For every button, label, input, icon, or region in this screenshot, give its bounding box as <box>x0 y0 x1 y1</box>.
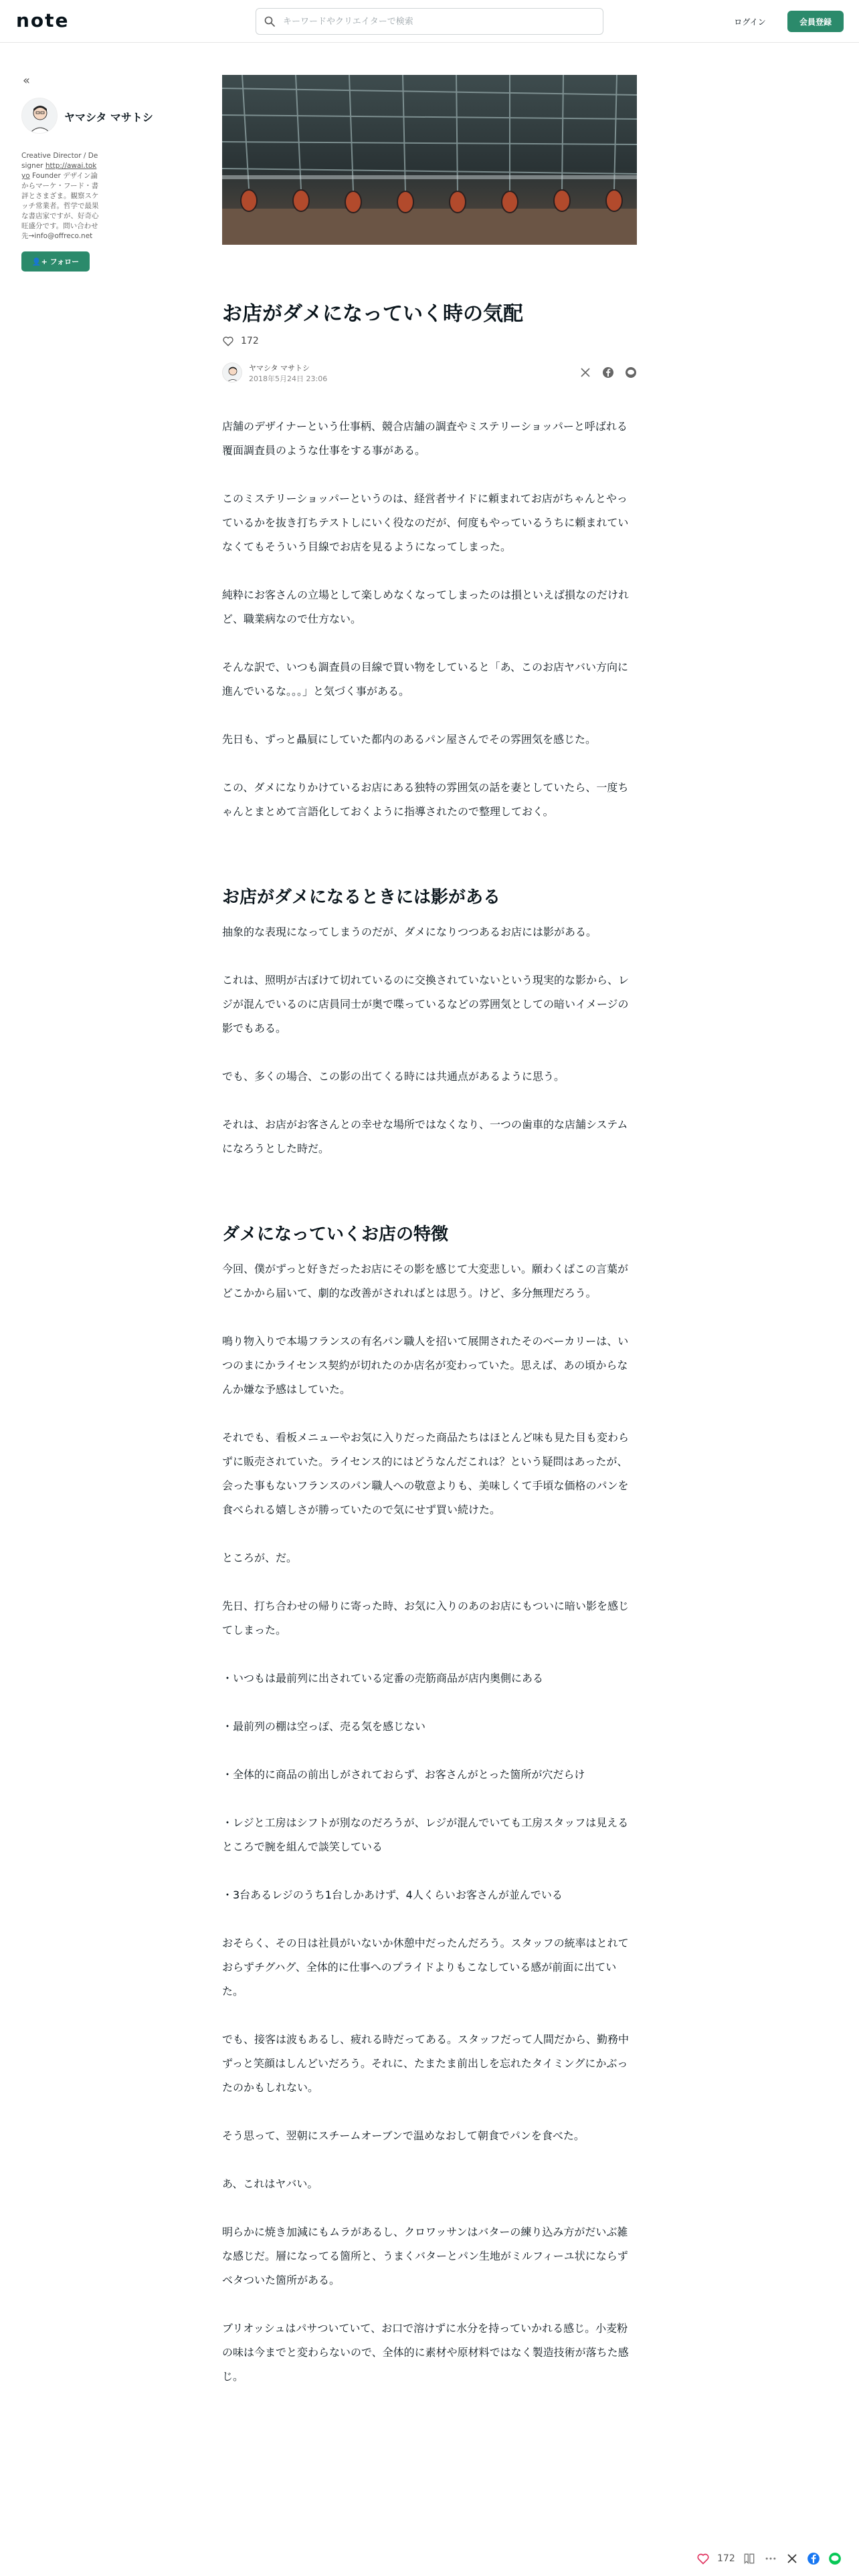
paragraph: でも、多くの場合、この影の出てくる時には共通点があるように思う。 <box>222 1070 565 1083</box>
avatar[interactable] <box>21 98 58 134</box>
more-icon[interactable] <box>763 2551 778 2566</box>
paragraph: おそらく、その日は社員がいないか休憩中だったんだろう。スタッフの統率はとれておらずチグハグ、全体的に仕事へのプライドよりもこなしている感が前面に出ていた。 <box>222 1937 629 1998</box>
article-body <box>222 415 637 2413</box>
author-name[interactable]: ヤマシタ マサトシ <box>64 111 153 124</box>
paragraph: 鳴り物入りで本場フランスの有名パン職人を招いて展開されたそのベーカリーは、いつのまにかライセンス契約が切れたのか店名が変わっていた。思えば、あの頃からなんか嫌な予感はしていた。 <box>222 1335 629 1396</box>
paragraph: そんな訳で、いつも調査員の目線で買い物をしていると「あ、このお店ヤバい方向に進んでいるな。。。」と気づく事がある。 <box>222 661 629 697</box>
paragraph: 純粋にお客さんの立場として楽しめなくなってしまったのは損といえば損なのだけれど、職業病なので仕方ない。 <box>222 588 630 625</box>
search-icon <box>264 16 275 27</box>
paragraph: このミステリーショッパーというのは、経営者サイドに頼まれてお店がちゃんとやっているかを抜き打ちテストしにいく役なのだが、何度もやっているうちに頼まれていなくてもそういう目線でお店を見るようになってしまった。 <box>222 492 629 553</box>
publish-date: 2018年5月24日 23:06 <box>249 374 328 383</box>
facebook-share-icon[interactable] <box>806 2551 821 2566</box>
double-chevron-left-icon[interactable]: « <box>23 74 31 88</box>
heart-icon[interactable] <box>222 335 234 347</box>
paragraph: それでも、看板メニューやお気に入りだった商品たちはほとんど味も見た目も変わらずに販売されていた。ライセンス的にはどうなんだこれは？という疑問はあったが、会った事もないフランスのパン職人への敬意よりも、美味しくて手頃な価格のパンを食べられる嬉しさが勝っていたので気にせず買い続けた。 <box>222 1431 630 1516</box>
x-share-icon[interactable] <box>785 2551 799 2566</box>
paragraph: ところが、だ。 <box>222 1551 298 1564</box>
paragraph: 先日、打ち合わせの帰りに寄った時、お気に入りのあのお店にもついに暗い影を感じてしまった。 <box>222 1600 630 1636</box>
paragraph: 今回、僕がずっと好きだったお店にその影を感じて大変悲しい。願わくばこの言葉がどこかから届いて、劇的な改善がされればとは思う。けど、多分無理だろう。 <box>222 1263 629 1299</box>
paragraph: ・最前列の棚は空っぽ、売る気を感じない <box>222 1720 426 1733</box>
article-title: お店がダメになっていく時の気配 <box>222 302 523 326</box>
paragraph: ブリオッシュはパサついていて、お口で溶けずに水分を持っていかれる感じ。小麦粉の味は今までと変わらないので、全体的に素材や原材料ではなく製造技術が落ちた感じ。 <box>222 2322 629 2383</box>
paragraph: ・全体的に商品の前出しがされておらず、お客さんがとった箇所が穴だらけ <box>222 1768 585 1781</box>
hero-image <box>222 75 637 245</box>
note-logo[interactable]: note <box>16 9 70 31</box>
section-heading: ダメになっていくお店の特徴 <box>222 1224 449 1245</box>
paragraph: 明らかに焼き加減にもムラがあるし、クロワッサンはバターの練り込み方がだいぶ雑な感じだ。層になってる箇所と、うまくバターとパン生地がミルフィーユ状にならずベタついた箇所がある。 <box>222 2226 628 2286</box>
paragraph: それは、お店がお客さんとの幸せな場所ではなくなり、一つの歯車的な店舗システムになろうとした時だ。 <box>222 1118 628 1155</box>
section-heading: お店がダメになるときには影がある <box>222 887 501 907</box>
search-input[interactable] <box>283 9 597 34</box>
paragraph: 店舗のデザイナーという仕事柄、競合店舗の調査やミステリーショッパーと呼ばれる覆面調査員のような仕事をする事がある。 <box>222 420 628 457</box>
line-share-icon[interactable] <box>828 2551 842 2566</box>
paragraph: これは、照明が古ぼけて切れているのに交換されていないという現実的な影から、レジが混んでいるのに店員同士が奥で喋っているなどの雰囲気としての暗いイメージの影でもある。 <box>222 974 630 1035</box>
login-button[interactable]: ログイン <box>727 11 773 32</box>
bookmark-icon[interactable] <box>742 2551 757 2566</box>
like-count: 172 <box>241 336 259 346</box>
paragraph: あ、これはヤバい。 <box>222 2177 318 2190</box>
share-buttons <box>579 366 637 379</box>
author-avatar[interactable] <box>222 362 242 383</box>
search-box[interactable] <box>256 8 603 35</box>
line-share-icon[interactable] <box>625 366 637 379</box>
meta-author-name[interactable]: ヤマシタ マサトシ <box>249 364 310 372</box>
floating-like-count: 172 <box>717 2553 735 2564</box>
global-header <box>0 0 859 43</box>
paragraph: この、ダメになりかけているお店にある独特の雰囲気の話を妻としていたら、一度ちゃんとまとめて言語化しておくように指導されたので整理しておく。 <box>222 781 629 818</box>
paragraph: そう思って、翌朝にスチームオーブンで温めなおして朝食でパンを食べた。 <box>222 2129 585 2142</box>
author-bio: Creative Director / Designer http://awai.tokyo Founder デザイン論からマーケ・フード・書評とさまざま。観察スケッチ常業者。哲学で最果な書店家ですが、好奇心旺盛分です。問い合わせ先→info@offreco.net <box>21 152 99 240</box>
follow-button[interactable]: 👤+ フォロー <box>21 251 90 272</box>
article-meta <box>222 361 637 385</box>
bio-link[interactable]: http://awai.tokyo <box>21 162 97 180</box>
facebook-share-icon[interactable] <box>602 366 614 379</box>
paragraph: ・3台あるレジのうち1台しかあけず、4人くらいお客さんが並んでいる <box>222 1889 563 1901</box>
heart-icon[interactable] <box>696 2551 710 2566</box>
like-counter[interactable] <box>222 333 259 349</box>
paragraph: 抽象的な表現になってしまうのだが、ダメになりつつあるお店には影がある。 <box>222 926 597 938</box>
paragraph: でも、接客は波もあるし、疲れる時だってある。スタッフだって人間だから、勤務中ずっと笑顔はしんどいだろう。それに、たまたま前出しを忘れたタイミングにかぶったのかもしれない。 <box>222 2033 630 2094</box>
paragraph: 先日も、ずっと贔屓にしていた都内のあるパン屋さんでその雰囲気を感じた。 <box>222 733 597 746</box>
paragraph: ・いつもは最前列に出されている定番の売筋商品が店内奥側にある <box>222 1672 544 1685</box>
paragraph: ・レジと工房はシフトが別なのだろうが、レジが混んでいても工房スタッフは見えるところで腕を組んで談笑している <box>222 1816 629 1853</box>
add-user-icon: 👤+ <box>31 257 50 266</box>
x-share-icon[interactable] <box>579 366 591 379</box>
floating-action-bar <box>696 2545 856 2572</box>
signup-button[interactable]: 会員登録 <box>787 11 844 32</box>
